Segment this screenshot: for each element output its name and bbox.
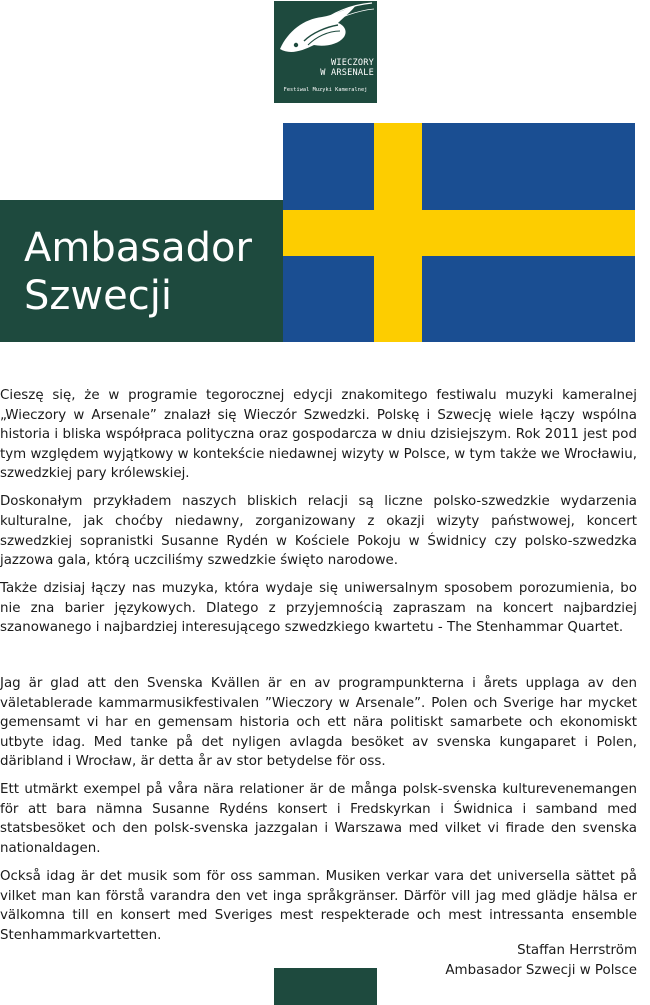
letter-body [0, 386, 637, 954]
logo-title-line-2: W ARSENALE [320, 68, 374, 78]
paragraph-sv-1: Jag är glad att den Svenska Kvällen är en av programpunkterna i årets upplaga av den väletablerade kammarmusikfestivalen ”Wieczory w Arsenale”. Polen och Sverige har mycket gemensamt vi har en gemensam historia och ett nära politiskt samarbete och ekonomiskt utbyte idag. Med tanke på det nyligen avlagda besöket av svenska kungaparet i Polen, däribland i Wrocław, är detta år av stor betydelse för oss. [0, 675, 637, 770]
paragraph-pl-2: Doskonałym przykładem naszych bliskich relacji są liczne polsko-szwedzkie wydarzenia kulturalne, jak choćby niedawny, zorganizowany z okazji wizyty państwowej, koncert szwedzkiej sopranistki Susanne Rydén w Kościele Pokoju w Świdnicy czy polsko-szwedzka jazzowa gala, którą uczciliśmy szwedzkie święto narodowe. [0, 494, 637, 569]
swedish-flag [283, 123, 635, 342]
page-title-line-1: Ambasador [24, 225, 252, 271]
signature-name: Staffan Herrström [517, 943, 637, 958]
paragraph-sv-2: Ett utmärkt exempel på våra nära relationer är de många polsk-svenska kulturevenemangen för att bara nämna Susanne Rydéns konsert i Fredskyrkan i Świdnica i samband med statsbesöket och den polsk-svenska jazzgalan i Warszawa med vilket vi firade den svenska nationaldagen. [0, 782, 637, 857]
page-title [24, 224, 252, 320]
paragraph-pl-1: Cieszę się, że w programie tegorocznej edycji znakomitego festiwalu muzyki kameralnej „Wieczory w Arsenale” znalazł się Wieczór Szwedzki. Polskę i Szwecję wiele łączy wspólna historia i bliska współpraca polityczna oraz gospodarcza w dniu dzisiejszym. Rok 2011 jest pod tym względem wyjątkowy w kontekście niedawnej wizyty w Polsce, w tym także we Wrocławiu, szwedzkiej pary królewskiej. [0, 388, 637, 482]
festival-logo [274, 1, 377, 103]
logo-title [274, 58, 374, 78]
paragraph-pl-3: Także dzisiaj łączy nas muzyka, która wydaje się uniwersalnym sposobem porozumienia, bo nie zna barier językowych. Dlatego z przyjemnością zapraszam na koncert najbardziej szanowanego i najbardziej interesującego szwedzkiego kwartetu - The Stenhammar Quartet. [0, 581, 637, 636]
page-title-line-2: Szwecji [24, 273, 172, 319]
footer-bar [274, 968, 377, 1005]
title-box [0, 200, 283, 342]
logo-subtitle: Festiwal Muzyki Kameralnej [283, 87, 368, 93]
violin-icon [274, 1, 377, 61]
paragraph-sv-3: Också idag är det musik som för oss samman. Musiken verkar vara det universella sättet på vilket man kan förstå varandra den vet inga språkgränser. Därför vill jag med glädje hälsa er välkomna till en konsert med Sveriges mest respekterade och mest intressanta ensemble Stenhammarkvartetten. [0, 869, 637, 943]
flag-cross-horizontal [283, 210, 635, 256]
logo-title-line-1: WIECZORY [331, 58, 374, 68]
signature-role: Ambasador Szwecji w Polsce [445, 962, 637, 978]
